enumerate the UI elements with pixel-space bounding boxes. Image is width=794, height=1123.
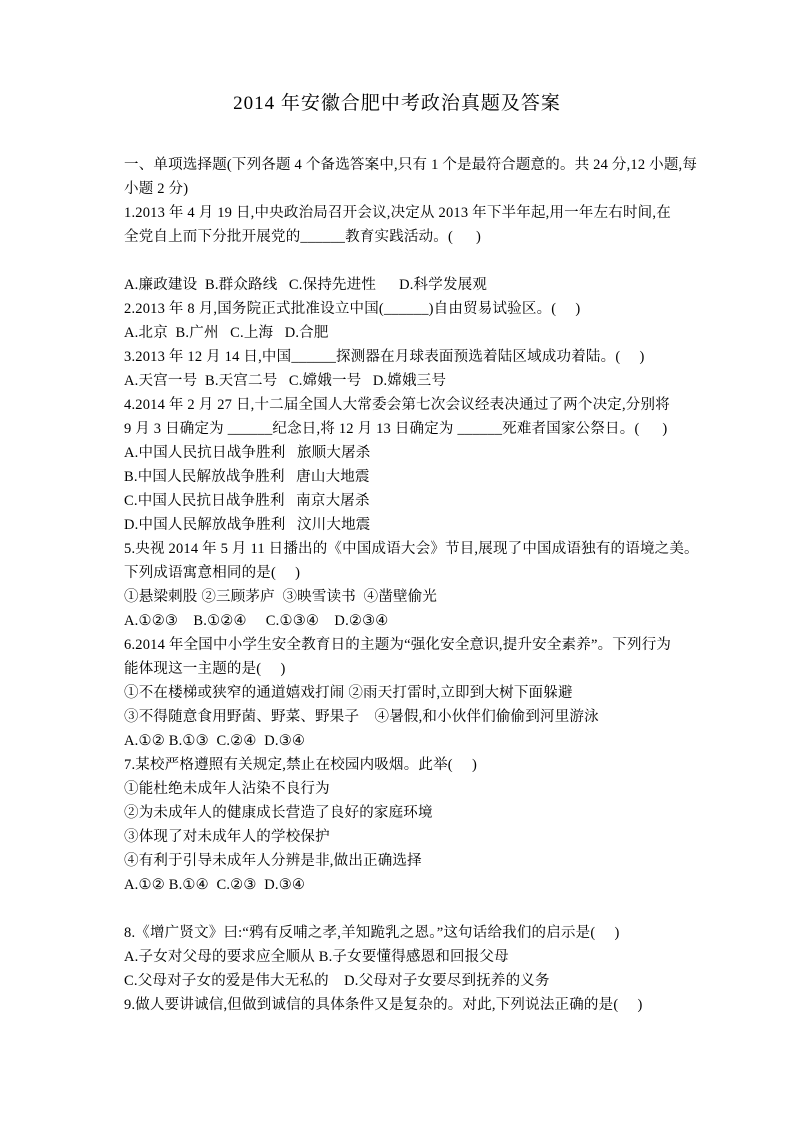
question-6-line: ③不得随意食用野菌、野菜、野果子 ④暑假,和小伙伴们偷偷到河里游泳	[124, 709, 599, 725]
question-7-line	[124, 897, 694, 921]
question-2-line: 2.2013 年 8 月,国务院正式批准设立中国(______)自由贸易试验区。( )	[124, 301, 581, 317]
question-7-line: A.①② B.①④ C.②③ D.③④	[124, 877, 306, 893]
question-5-line: ①悬梁刺股 ②三顾茅庐 ③映雪读书 ④凿壁偷光	[124, 589, 438, 605]
question-4-line: D.中国人民解放战争胜利 汶川大地震	[124, 517, 371, 533]
question-1-line	[124, 249, 694, 273]
question-1	[124, 201, 694, 297]
question-1-line: 全党自上而下分批开展党的______教育实践活动。( )	[124, 229, 482, 245]
section-header	[124, 153, 698, 201]
question-7-line: 7.某校严格遵照有关规定,禁止在校园内吸烟。此举( )	[124, 757, 477, 773]
question-1-line: 1.2013 年 4 月 19 日,中央政治局召开会议,决定从 2013 年下半年起,用一年左右时间,在	[124, 205, 671, 221]
question-6	[124, 633, 694, 753]
question-7	[124, 753, 694, 921]
question-4-line: 9 月 3 日确定为 ______纪念日,将 12 月 13 日确定为 ______死难者国家公祭日。( )	[124, 421, 668, 437]
question-2	[124, 297, 694, 345]
question-4-line: B.中国人民解放战争胜利 唐山大地震	[124, 469, 370, 485]
question-3-line: A.天宫一号 B.天宫二号 C.嫦娥一号 D.嫦娥三号	[124, 373, 447, 389]
question-6-line: A.①② B.①③ C.②④ D.③④	[124, 733, 306, 749]
question-7-line: ②为未成年人的健康成长营造了良好的家庭环境	[124, 805, 433, 821]
question-4-line: A.中国人民抗日战争胜利 旅顺大屠杀	[124, 445, 371, 461]
page-title: 2014 年安徽合肥中考政治真题及答案	[233, 93, 561, 114]
question-8-line: 8.《增广贤文》曰:“鸦有反哺之孝,羊知跪乳之恩。”这句话给我们的启示是( )	[124, 925, 620, 941]
question-5-line: 下列成语寓意相同的是( )	[124, 565, 301, 581]
question-7-line: ④有利于引导未成年人分辨是非,做出正确选择	[124, 853, 422, 869]
question-5-line: 5.央视 2014 年 5 月 11 日播出的《中国成语大会》节目,展现了中国成语独有的语境之美。	[124, 541, 699, 557]
question-9-line: 9.做人要讲诚信,但做到诚信的具体条件又是复杂的。对此,下列说法正确的是( )	[124, 997, 643, 1013]
question-6-line: 能体现这一主题的是( )	[124, 661, 286, 677]
question-4-line: 4.2014 年 2 月 27 日,十二届全国人大常委会第七次会议经表决通过了两个决定,分别将	[124, 397, 670, 413]
question-8-line: A.子女对父母的要求应全顺从 B.子女要懂得感恩和回报父母	[124, 949, 509, 965]
question-5-line: A.①②③ B.①②④ C.①③④ D.②③④	[124, 613, 389, 629]
question-6-line: ①不在楼梯或狭窄的通道嬉戏打闹 ②雨天打雷时,立即到大树下面躲避	[124, 685, 573, 701]
question-2-line: A.北京 B.广州 C.上海 D.合肥	[124, 325, 329, 341]
question-7-line: ①能杜绝未成年人沾染不良行为	[124, 781, 330, 797]
section-header-line: 小题 2 分)	[124, 181, 189, 197]
question-3	[124, 345, 694, 393]
exam-content	[124, 153, 699, 1017]
question-8	[124, 921, 694, 993]
question-5	[124, 537, 699, 633]
question-4	[124, 393, 694, 537]
question-3-line: 3.2013 年 12 月 14 日,中国______探测器在月球表面预选着陆区域成功着陆。( )	[124, 349, 645, 365]
question-8-line: C.父母对子女的爱是伟大无私的 D.父母对子女要尽到抚养的义务	[124, 973, 550, 989]
question-6-line: 6.2014 年全国中小学生安全教育日的主题为“强化安全意识,提升安全素养”。下列行为	[124, 637, 672, 653]
question-7-line: ③体现了对未成年人的学校保护	[124, 829, 330, 845]
question-9	[124, 993, 694, 1017]
question-1-line: A.廉政建设 B.群众路线 C.保持先进性 D.科学发展观	[124, 277, 488, 293]
question-4-line: C.中国人民抗日战争胜利 南京大屠杀	[124, 493, 370, 509]
section-header-line: 一、单项选择题(下列各题 4 个备选答案中,只有 1 个是最符合题意的。共 24 分,12 小题,每	[124, 157, 698, 173]
